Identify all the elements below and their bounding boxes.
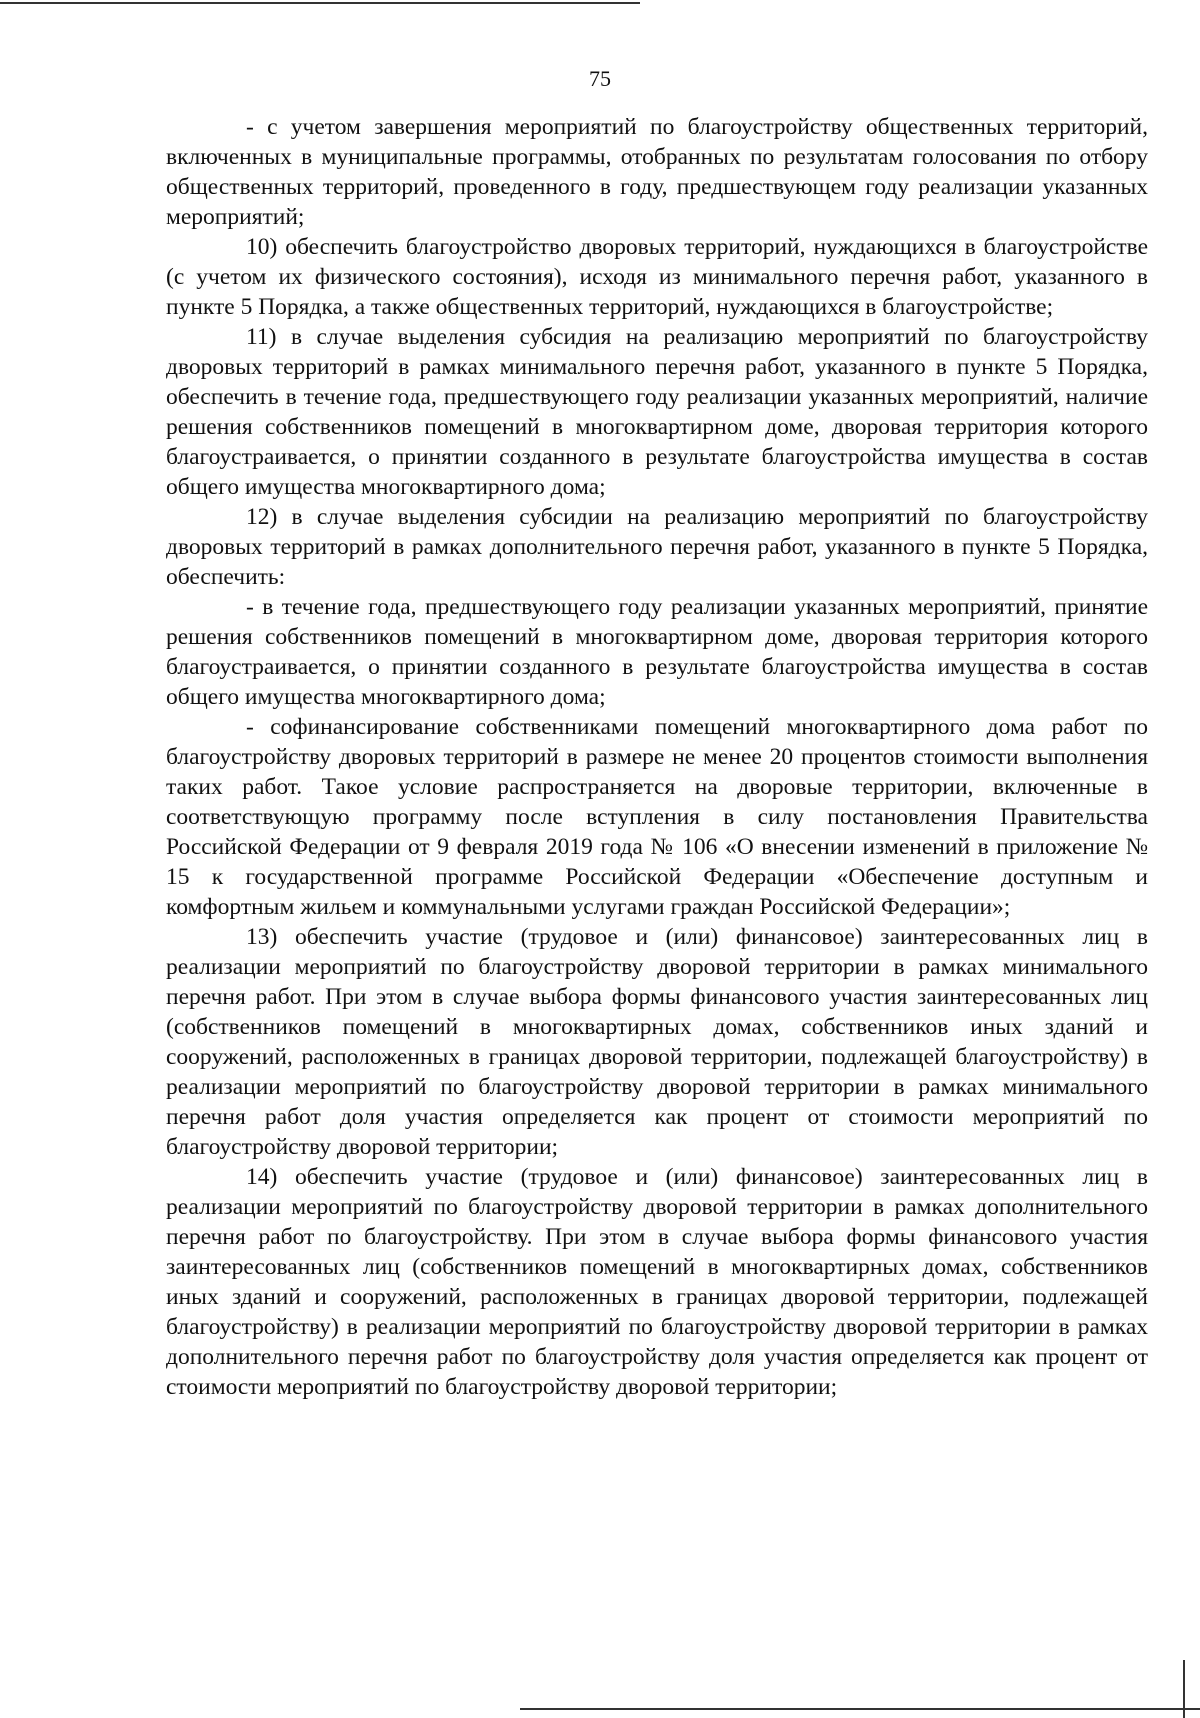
paragraph-public-territories-dash: - с учетом завершения мероприятий по благоустройству общественных территорий, включенных в муниципальные программы, отобранных по результатам голосования по отбору общественных территорий, проведенного в году, предшествующем году реализации указанных мероприятий;	[166, 114, 1148, 230]
paragraph-item-12-dash-cofinancing: - софинансирование собственниками помещений многоквартирного дома работ по благоустройству дворовых территорий в размере не менее 20 процентов стоимости выполнения таких работ. Такое условие распространяется на дворовые территории, включенные в соответствующую программу после вступления в силу постановления Правительства Российской Федерации от 9 февраля 2019 года № 106 «О внесении изменений в приложение № 15 к государственной программе Российской Федерации «Обеспечение доступным и комфортным жильем и коммунальными услугами граждан Российской Федерации»;	[166, 714, 1148, 920]
paragraph-item-12: 12) в случае выделения субсидии на реализацию мероприятий по благоустройству дворовых территорий в рамках дополнительного перечня работ, указанного в пункте 5 Порядка, обеспечить:	[166, 504, 1148, 590]
scan-edge-top	[0, 2, 640, 4]
paragraph-item-10: 10) обеспечить благоустройство дворовых территорий, нуждающихся в благоустройстве (с учетом их физического состояния), исходя из минимального перечня работ, указанного в пункте 5 Порядка, а также общественных территорий, нуждающихся в благоустройстве;	[166, 234, 1148, 320]
scan-edge-bottom	[520, 1708, 1200, 1710]
paragraph-item-12-dash-decision: - в течение года, предшествующего году реализации указанных мероприятий, принятие решения собственников помещений в многоквартирном доме, дворовая территория которого благоустраивается, о принятии созданного в результате благоустройства имущества в состав общего имущества многоквартирного дома;	[166, 594, 1148, 710]
scan-edge-right	[1183, 1660, 1185, 1718]
document-body	[166, 112, 1148, 1402]
page-number: 75	[589, 66, 611, 91]
paragraph-item-11: 11) в случае выделения субсидия на реализацию мероприятий по благоустройству дворовых территорий в рамках минимального перечня работ, указанного в пункте 5 Порядка, обеспечить в течение года, предшествующего году реализации указанных мероприятий, наличие решения собственников помещений в многоквартирном доме, дворовая территория которого благоустраивается, о принятии созданного в результате благоустройства имущества в состав общего имущества многоквартирного дома;	[166, 324, 1148, 500]
paragraph-item-14: 14) обеспечить участие (трудовое и (или) финансовое) заинтересованных лиц в реализации мероприятий по благоустройству дворовой территории в рамках дополнительного перечня работ по благоустройству. При этом в случае выбора формы финансового участия заинтересованных лиц (собственников помещений в многоквартирных домах, собственников иных зданий и сооружений, расположенных в границах дворовой территории, подлежащей благоустройству) в реализации мероприятий по благоустройству дворовой территории в рамках дополнительного перечня работ по благоустройству доля участия определяется как процент от стоимости мероприятий по благоустройству дворовой территории;	[166, 1164, 1148, 1400]
paragraph-item-13: 13) обеспечить участие (трудовое и (или) финансовое) заинтересованных лиц в реализации мероприятий по благоустройству дворовой территории в рамках минимального перечня работ. При этом в случае выбора формы финансового участия заинтересованных лиц (собственников помещений в многоквартирных домах, собственников иных зданий и сооружений, расположенных в границах дворовой территории, подлежащей благоустройству) в реализации мероприятий по благоустройству дворовой территории в рамках минимального перечня работ доля участия определяется как процент от стоимости мероприятий по благоустройству дворовой территории;	[166, 924, 1148, 1160]
